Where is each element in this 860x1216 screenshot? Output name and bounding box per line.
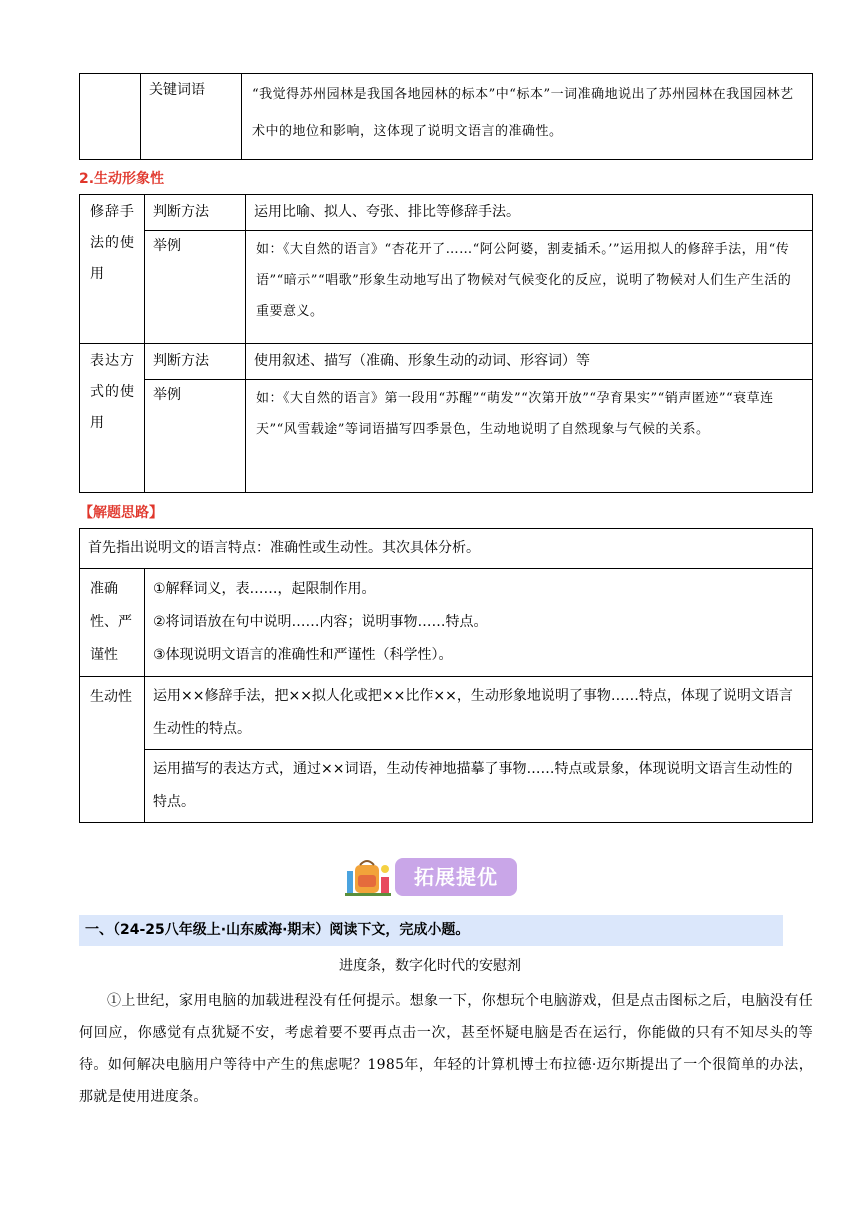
vivid-label: 生动性 <box>80 677 145 823</box>
article-title: 进度条，数字化时代的安慰剂 <box>339 958 521 974</box>
section-heading-approach: 【解题思路】 <box>79 505 163 521</box>
question-header: 一、（24-25八年级上·山东威海·期末）阅读下文，完成小题。 <box>85 922 470 938</box>
approach-table <box>79 528 813 823</box>
vivid-table <box>79 194 813 493</box>
vivid-row: 运用××修辞手法，把××拟人化或把××比作××，生动形象地说明了事物……特点，体现了说明文语言生动性的特点。 <box>145 677 813 750</box>
question-header-bar <box>79 915 783 946</box>
vivid-row: 运用描写的表达方式，通过××词语，生动传神地描摹了事物……特点或景象，体现说明文语言生动性的特点。 <box>145 750 813 823</box>
approach-intro: 首先指出说明文的语言特点：准确性或生动性。其次具体分析。 <box>80 529 813 569</box>
category-rhetoric: 修辞手法的使用 <box>80 195 145 344</box>
banner-label: 拓展提优 <box>414 865 498 889</box>
category-expression: 表达方式的使用 <box>80 344 145 493</box>
method-label: 判断方法 <box>145 344 246 380</box>
accuracy-line: ①解释词义，表……，起限制作用。 <box>153 581 376 597</box>
example-label: 举例 <box>145 380 246 493</box>
keyword-content: “我觉得苏州园林是我国各地园林的标本”中“标本”一词准确地说出了苏州园林在我国园林艺术中的地位和影响，这体现了说明文语言的准确性。 <box>242 74 813 160</box>
article-paragraph: ①上世纪，家用电脑的加载进程没有任何提示。想象一下，你想玩个电脑游戏，但是点击图标之后，电脑没有任何回应，你感觉有点犹疑不安，考虑着要不要再点击一次，甚至怀疑电脑是否在运行，你能做的只有不知尽头的等待。如何解决电脑用户等待中产生的焦虑呢？1985年，年轻的计算机博士布拉德·迈尔斯提出了一个很简单的办法，那就是使用进度条。 <box>79 993 813 1105</box>
method-label: 判断方法 <box>145 195 246 231</box>
accuracy-line: ②将词语放在句中说明……内容；说明事物……特点。 <box>153 614 488 630</box>
accuracy-line: ③体现说明文语言的准确性和严谨性（科学性）。 <box>153 647 453 663</box>
keyword-label: 关键词语 <box>141 74 242 160</box>
method-text: 使用叙述、描写（准确、形象生动的动词、形容词）等 <box>246 344 813 380</box>
backpack-icon <box>345 857 391 897</box>
section-heading-vivid: 2.生动形象性 <box>79 171 165 187</box>
example-text: 如：《大自然的语言》第一段用“苏醒”“萌发”“次第开放”“孕育果实”“销声匿迹”“衰草连天”“风雪载途”等词语描写四季景色，生动地说明了自然现象与气候的关系。 <box>246 380 813 493</box>
example-text: 如：《大自然的语言》“杏花开了……“阿公阿婆，割麦插禾。’”运用拟人的修辞手法，用“传语”“暗示”“唱歌”形象生动地写出了物候对气候变化的反应，说明了物候对人们生产生活的重要意义。 <box>246 231 813 344</box>
empty-cell <box>80 74 141 160</box>
example-label: 举例 <box>145 231 246 344</box>
method-text: 运用比喻、拟人、夸张、排比等修辞手法。 <box>246 195 813 231</box>
accuracy-lines <box>145 569 813 677</box>
extension-banner <box>343 855 518 899</box>
accuracy-label: 准确性、严谨性 <box>80 569 145 677</box>
banner-pill <box>395 858 517 896</box>
keyword-table <box>79 73 813 160</box>
